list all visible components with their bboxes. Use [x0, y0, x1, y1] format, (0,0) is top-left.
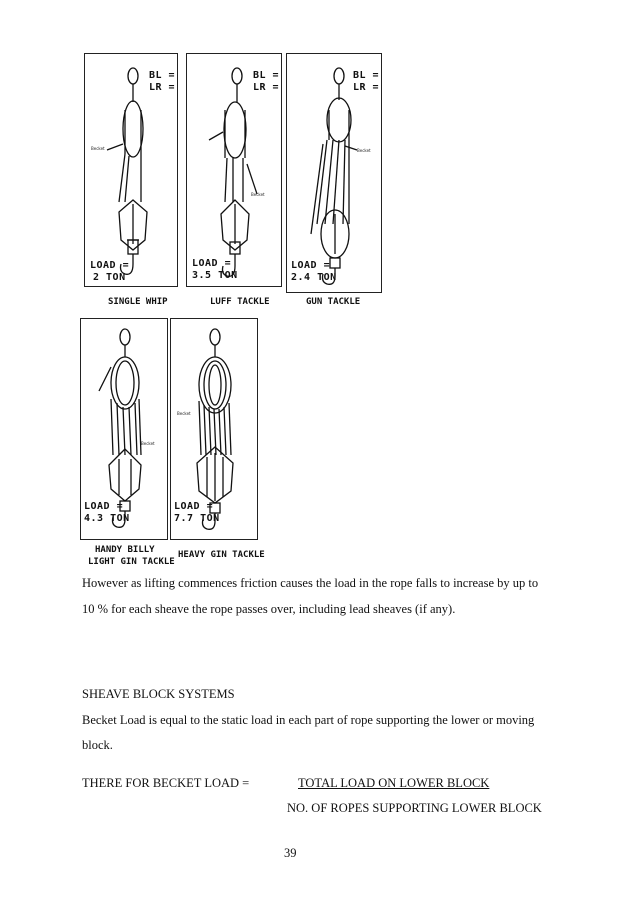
gun-tackle-drawing: [287, 54, 381, 292]
luff-tackle-drawing: [187, 54, 281, 286]
becket-callout: Becket: [357, 148, 371, 153]
becket-load-label: BL =: [353, 70, 380, 81]
single-whip-drawing: [85, 54, 177, 286]
section-line-2: block.: [82, 738, 113, 752]
panel-heavy-gin-tackle: [170, 318, 258, 540]
formula-numerator: TOTAL LOAD ON LOWER BLOCK: [298, 776, 490, 790]
load-rope-label: LR =: [149, 82, 176, 93]
load-value: 2.4 TON: [291, 272, 337, 283]
becket-callout: Becket: [91, 146, 105, 151]
caption-gun-tackle: GUN TACKLE: [306, 297, 361, 307]
becket-callout: Becket: [141, 441, 155, 446]
panel-single-whip: [84, 53, 178, 287]
formula-lhs: THERE FOR BECKET LOAD =: [82, 776, 250, 790]
caption-light-gin-tackle: LIGHT GIN TACKLE: [88, 557, 175, 567]
load-label: LOAD =: [291, 260, 331, 271]
panel-gun-tackle: [286, 53, 382, 293]
load-label: LOAD =: [174, 501, 214, 512]
section-heading: SHEAVE BLOCK SYSTEMS: [82, 687, 235, 701]
load-value: 2 TON: [93, 272, 126, 283]
load-value: 7.7 TON: [174, 513, 220, 524]
caption-single-whip: SINGLE WHIP: [108, 297, 168, 307]
load-rope-label: LR =: [353, 82, 380, 93]
load-rope-label: LR =: [253, 82, 280, 93]
caption-heavy-gin-tackle: HEAVY GIN TACKLE: [178, 550, 265, 560]
panel-luff-tackle: [186, 53, 282, 287]
load-label: LOAD =: [84, 501, 124, 512]
becket-load-label: BL =: [253, 70, 280, 81]
paragraph-line-1: However as lifting commences friction causes the load in the rope falls to increase by up to: [82, 576, 539, 590]
load-value: 3.5 TON: [192, 270, 238, 281]
becket-callout: Becket: [177, 411, 191, 416]
paragraph-line-2: 10 % for each sheave the rope passes over, including lead sheaves (if any).: [82, 602, 456, 616]
section-line-1: Becket Load is equal to the static load in each part of rope supporting the lower or moving: [82, 713, 535, 727]
becket-load-label: BL =: [149, 70, 176, 81]
load-label: LOAD =: [192, 258, 232, 269]
formula-denominator: NO. OF ROPES SUPPORTING LOWER BLOCK: [287, 801, 542, 815]
load-value: 4.3 TON: [84, 513, 130, 524]
caption-luff-tackle: LUFF TACKLE: [210, 297, 270, 307]
becket-callout: Becket: [251, 192, 265, 197]
page-number: 39: [284, 846, 297, 860]
caption-handy-billy: HANDY BILLY: [95, 545, 155, 555]
load-label: LOAD =: [90, 260, 130, 271]
panel-light-gin-tackle: [80, 318, 168, 540]
